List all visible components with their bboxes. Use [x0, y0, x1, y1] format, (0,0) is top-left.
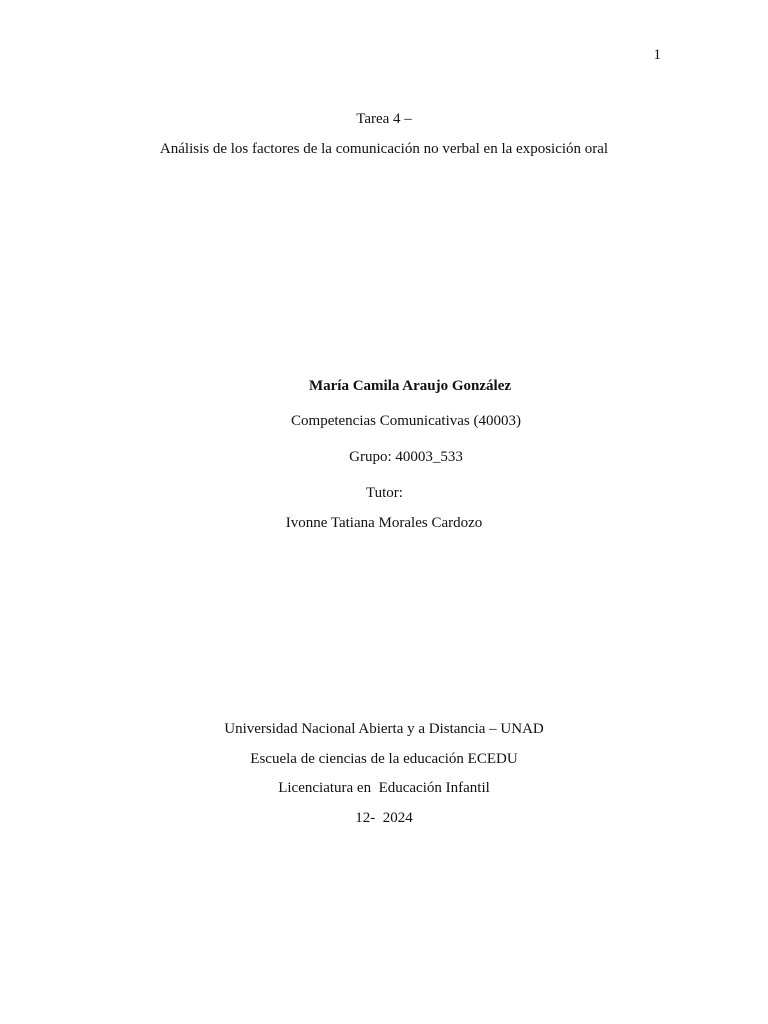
document-date: 12- 2024	[355, 810, 413, 826]
title-line-2: Análisis de los factores de la comunicación no verbal en la exposición oral	[159, 141, 609, 157]
page-number: 1	[653, 47, 661, 63]
author-name: María Camila Araujo González	[308, 378, 512, 394]
tutor-label: Tutor:	[366, 485, 403, 501]
program-name: Licenciatura en Educación Infantil	[278, 780, 490, 796]
title-line-1: Tarea 4 –	[356, 111, 412, 127]
school-name: Escuela de ciencias de la educación ECEDU	[250, 751, 518, 767]
course-name: Competencias Comunicativas (40003)	[291, 413, 521, 429]
group-code: Grupo: 40003_533	[349, 449, 463, 465]
tutor-name: Ivonne Tatiana Morales Cardozo	[285, 515, 483, 531]
university-name: Universidad Nacional Abierta y a Distancia – UNAD	[224, 721, 544, 737]
